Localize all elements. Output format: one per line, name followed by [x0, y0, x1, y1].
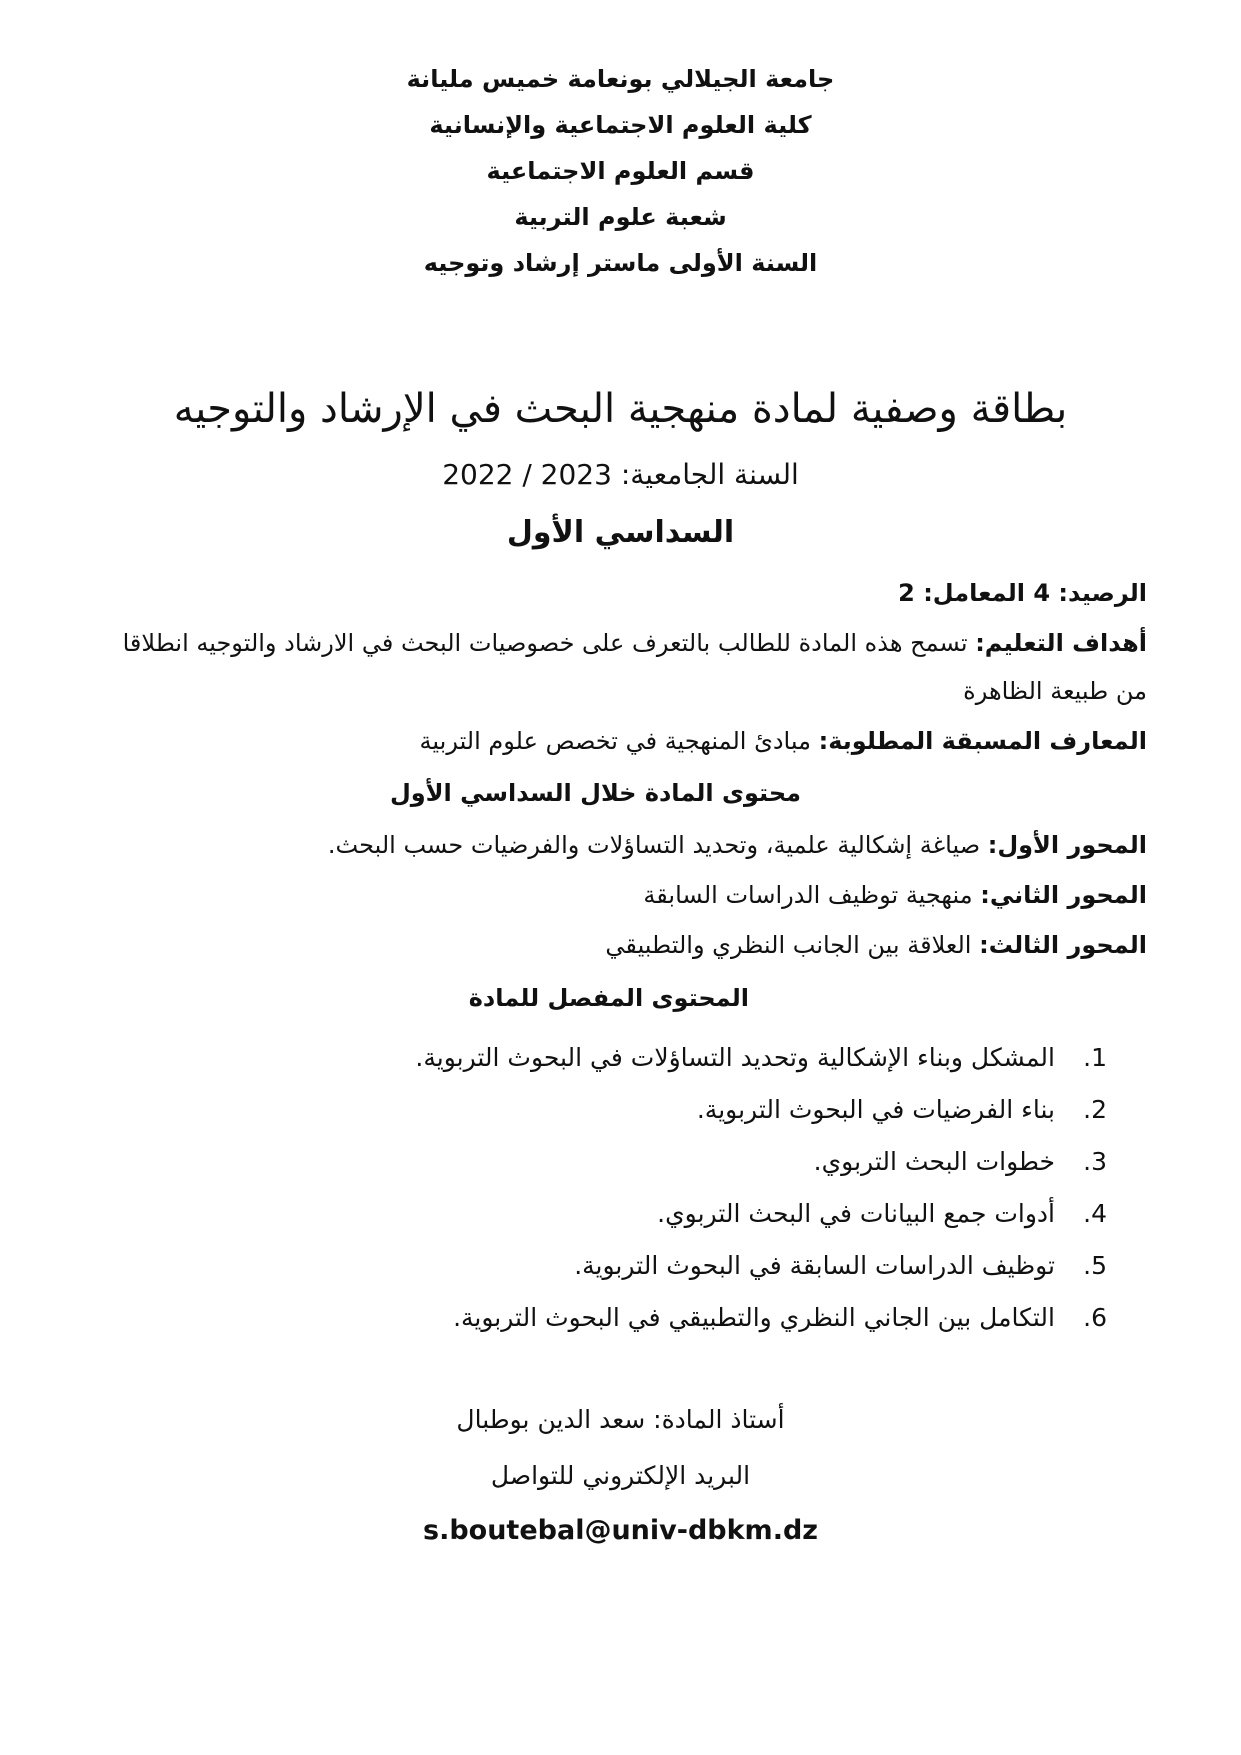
axis-3-text: العلاقة بين الجانب النظري والتطبيقي [605, 931, 972, 959]
axis-2-label: المحور الثاني: [980, 881, 1147, 909]
list-item: 5. توظيف الدراسات السابقة في البحوث التربوية. [574, 1251, 1107, 1280]
branch-name: شعبة علوم التربية [514, 203, 727, 231]
axis-2-text: منهجية توظيف الدراسات السابقة [643, 881, 973, 909]
detailed-list [207, 1040, 1107, 1352]
prerequisites-line [87, 723, 1147, 759]
content-heading: محتوى المادة خلال السداسي الأول [389, 779, 801, 807]
instructor-name: أستاذ المادة: سعد الدين بوطبال [456, 1405, 785, 1434]
objectives-line [87, 625, 1147, 661]
level-name: السنة الأولى ماستر إرشاد وتوجيه [423, 249, 818, 277]
university-name: جامعة الجيلالي بونعامة خميس مليانة [406, 65, 835, 93]
academic-year [0, 455, 1241, 495]
list-item: 6. التكامل بين الجاني النظري والتطبيقي في البحوث التربوية. [453, 1303, 1107, 1332]
axis-3-label: المحور الثالث: [979, 931, 1147, 959]
axis-2 [87, 877, 1147, 913]
axis-1-text: صياغة إشكالية علمية، وتحديد التساؤلات والفرضيات حسب البحث. [327, 831, 981, 859]
axis-1 [87, 827, 1147, 863]
department-name: قسم العلوم الاجتماعية [486, 157, 755, 185]
contact-label: البريد الإلكتروني للتواصل [490, 1461, 751, 1490]
axis-3 [87, 927, 1147, 963]
prerequisites-text: مبادئ المنهجية في تخصص علوم التربية [419, 727, 811, 755]
list-item: 3. خطوات البحث التربوي. [813, 1147, 1107, 1176]
coef-value: 2 [898, 579, 915, 607]
academic-year-label: السنة الجامعية: [620, 458, 799, 491]
objectives-text: تسمح هذه المادة للطالب بالتعرف على خصوصيات البحث في الارشاد والتوجيه انطلاقا [122, 629, 968, 657]
coef-label: المعامل: [923, 579, 1025, 607]
detailed-heading: المحتوى المفصل للمادة [468, 984, 749, 1012]
semester: السداسي الأول [506, 515, 735, 550]
list-item: 2. بناء الفرضيات في البحوث التربوية. [696, 1095, 1107, 1124]
contact-email[interactable]: s.boutebal@univ-dbkm.dz [423, 1515, 818, 1546]
academic-year-value: 2022 / 2023 [442, 458, 612, 491]
credits-line [87, 575, 1147, 611]
list-item: 4. أدوات جمع البيانات في البحث التربوي. [657, 1199, 1107, 1228]
page-title: بطاقة وصفية لمادة منهجية البحث في الإرشاد والتوجيه [173, 386, 1068, 432]
axis-1-label: المحور الأول: [987, 831, 1147, 859]
credit-value: 4 [1033, 579, 1051, 607]
list-item: 1. المشكل وبناء الإشكالية وتحديد التساؤلات في البحوث التربوية. [415, 1043, 1107, 1072]
prerequisites-label: المعارف المسبقة المطلوبة: [818, 727, 1147, 755]
objectives-label: أهداف التعليم: [975, 629, 1147, 657]
credit-label: الرصيد: [1058, 579, 1147, 607]
objectives-cont: من طبيعة الظاهرة [963, 677, 1147, 705]
faculty-name: كلية العلوم الاجتماعية والإنسانية [429, 111, 812, 139]
